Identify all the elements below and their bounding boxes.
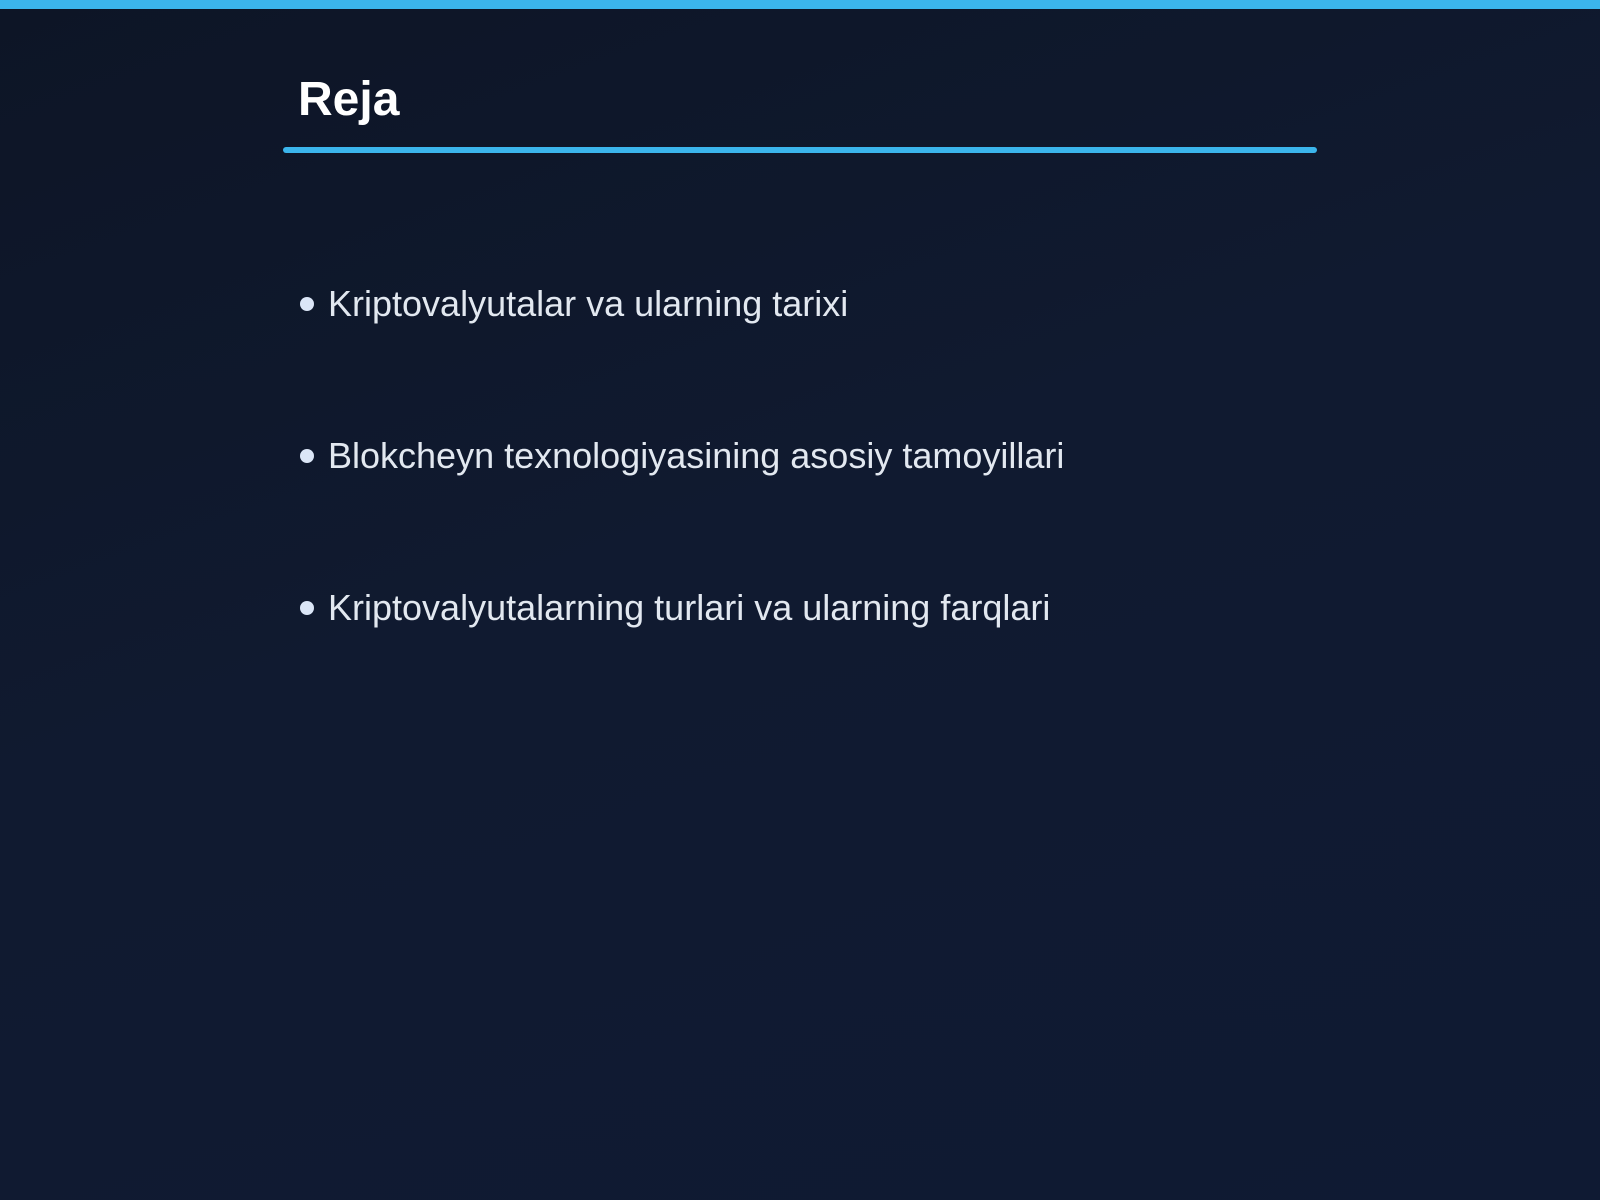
bullet-dot-icon [300,449,314,463]
title-underline [283,147,1317,153]
bullet-item [300,430,1064,482]
top-accent-bar [0,0,1600,9]
bullet-text: Kriptovalyutalarning turlari va ularning farqlari [328,587,1051,628]
bullet-item [300,582,1064,634]
slide-title: Reja [298,73,400,126]
bullet-dot-icon [300,297,314,311]
bullet-text: Kriptovalyutalar va ularning tarixi [328,283,849,324]
bullet-text: Blokcheyn texnologiyasining asosiy tamoyillari [328,435,1065,476]
bullet-item [300,278,1064,330]
bullet-list [300,278,1064,734]
bullet-dot-icon [300,601,314,615]
